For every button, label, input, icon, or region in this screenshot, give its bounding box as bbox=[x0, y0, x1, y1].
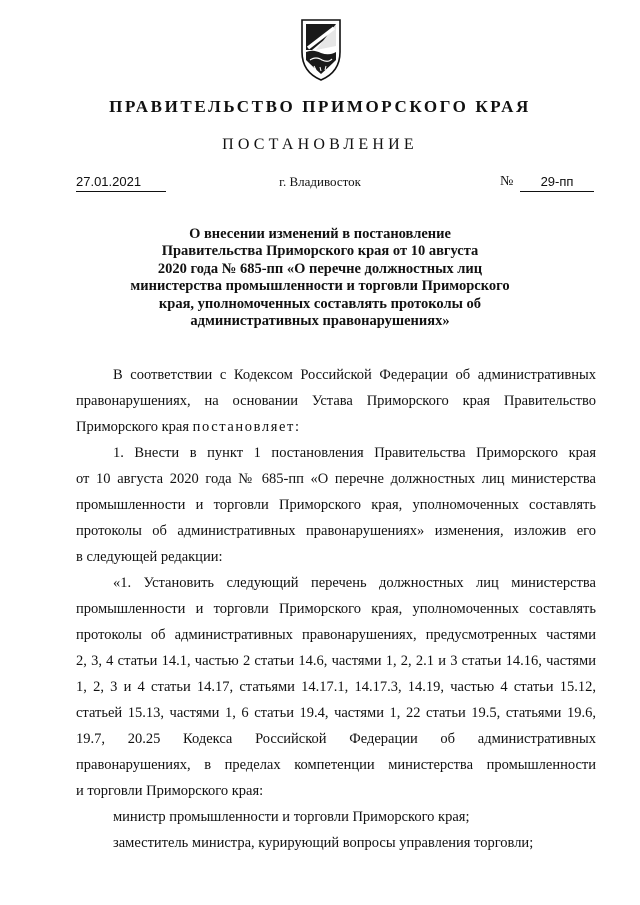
body-line: от 10 августа 2020 года № 685-пп «О перечне должностных лиц министерства bbox=[76, 471, 596, 487]
title-line: министерства промышленности и торговли Приморского bbox=[130, 278, 510, 295]
paragraph-item-1 bbox=[76, 440, 596, 570]
authority-heading: ПРАВИТЕЛЬСТВО ПРИМОРСКОГО КРАЯ bbox=[109, 97, 531, 116]
body-line: протоколы об административных правонарушениях» изменения, изложив его bbox=[76, 523, 596, 539]
coat-of-arms-emblem bbox=[298, 16, 344, 84]
list-item-deputy-minister: заместитель министра, курирующий вопросы управления торговли; bbox=[113, 835, 534, 851]
paragraph-preamble bbox=[76, 362, 596, 440]
body-line: и торговли Приморского края: bbox=[76, 783, 264, 799]
document-date: 27.01.2021 bbox=[76, 173, 166, 192]
paragraph-new-wording bbox=[76, 570, 596, 804]
body-line: 1. Внести в пункт 1 постановления Правительства Приморского края bbox=[113, 445, 596, 461]
list-item-minister: министр промышленности и торговли Приморского края; bbox=[113, 809, 470, 825]
body-line bbox=[76, 414, 596, 440]
body-line: 1, 2, 3 и 4 статьи 14.17, статьями 14.17.1, 14.17.3, 14.19, частью 4 статьи 15.12, bbox=[76, 679, 596, 695]
title-line: О внесении изменений в постановление bbox=[189, 226, 451, 242]
body-line: статьей 15.13, частями 1, 6 статьи 19.4, частями 1, 22 статьи 19.5, статьями 19.6, bbox=[76, 705, 596, 721]
document-title bbox=[80, 226, 560, 330]
title-line: края, уполномоченных составлять протоколы об bbox=[158, 295, 482, 312]
resolution-keyword: постановляет: bbox=[192, 419, 301, 435]
body-line: В соответствии с Кодексом Российской Федерации об административных bbox=[113, 367, 596, 383]
body-line: «1. Установить следующий перечень должностных лиц министерства bbox=[113, 575, 596, 591]
body-line: правонарушениях, на основании Устава Приморского края Правительство bbox=[76, 393, 596, 409]
title-line: Правительства Приморского края от 10 августа bbox=[161, 243, 479, 260]
title-line: 2020 года № 685-пп «О перечне должностных лиц bbox=[157, 260, 483, 277]
document-number: 29-пп bbox=[520, 173, 594, 192]
number-sign: № bbox=[500, 174, 514, 189]
document-type: ПОСТАНОВЛЕНИЕ bbox=[222, 136, 418, 153]
title-line: административных правонарушениях» bbox=[190, 313, 450, 330]
body-line: правонарушениях, в пределах компетенции министерства промышленности bbox=[76, 757, 596, 773]
body-line: протоколы об административных правонарушениях, предусмотренных частями bbox=[76, 627, 596, 643]
document-body bbox=[76, 362, 596, 856]
body-line: промышленности и торговли Приморского края, уполномоченных составлять bbox=[76, 497, 596, 513]
body-line: в следующей редакции: bbox=[76, 549, 223, 565]
body-line: промышленности и торговли Приморского края, уполномоченных составлять bbox=[76, 601, 596, 617]
body-line: 19.7, 20.25 Кодекса Российской Федерации об административных bbox=[76, 731, 596, 747]
issuing-city: г. Владивосток bbox=[279, 174, 361, 189]
body-line: 2, 3, 4 статьи 14.1, частью 2 статьи 14.6, частями 1, 2, 2.1 и 3 статьи 14.16, частями bbox=[76, 653, 596, 669]
body-text: Приморского края bbox=[76, 419, 193, 435]
